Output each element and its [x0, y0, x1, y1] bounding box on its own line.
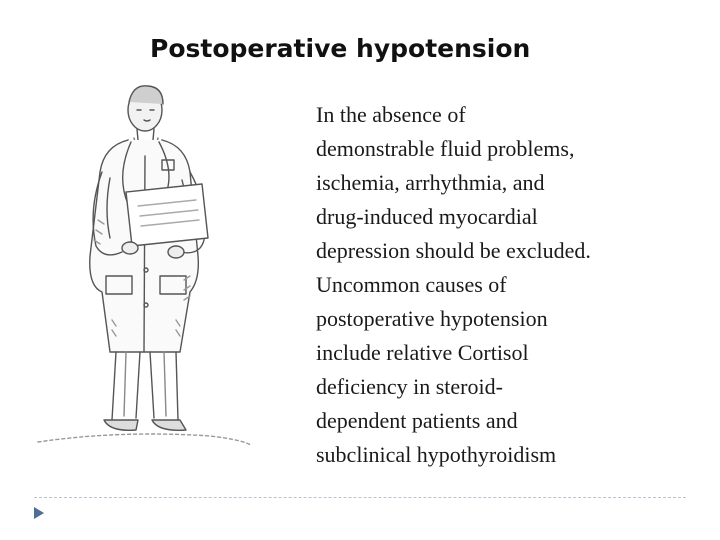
doctor-sketch-icon: [30, 80, 270, 460]
slide-title: Postoperative hypotension: [150, 34, 531, 63]
body-line: postoperative hypotension: [316, 306, 548, 331]
body-line: deficiency in steroid-: [316, 374, 503, 399]
body-line: dependent patients and: [316, 408, 518, 433]
body-line: depression should be excluded.: [316, 238, 591, 263]
body-line: include relative Cortisol: [316, 340, 529, 365]
body-line: Uncommon causes of: [316, 272, 507, 297]
body-line: drug-induced myocardial: [316, 204, 538, 229]
triangle-bullet-icon: [33, 506, 45, 520]
body-line: In the absence of: [316, 102, 466, 127]
body-text: [316, 98, 701, 472]
body-line: ischemia, arrhythmia, and: [316, 170, 545, 195]
body-line: demonstrable fluid problems,: [316, 136, 575, 161]
footer-divider: [34, 497, 686, 498]
body-line: subclinical hypothyroidism: [316, 442, 557, 467]
